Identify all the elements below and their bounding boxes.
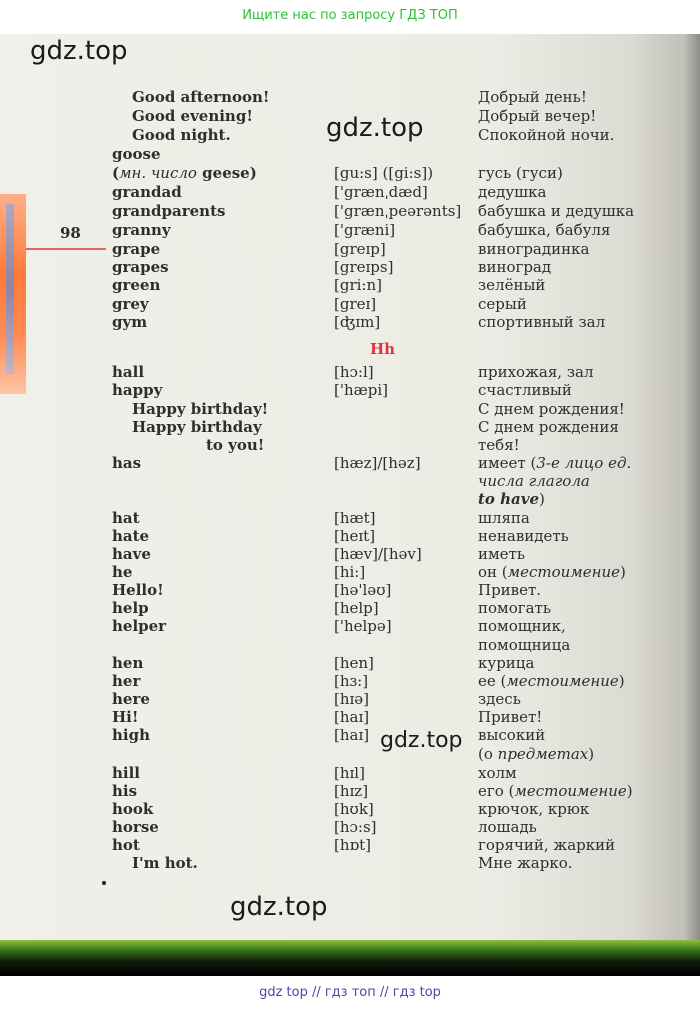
entry-transcription: [hɪə] [334, 690, 370, 708]
entry-word: horse [112, 818, 159, 836]
entry-translation: числа глагола [478, 472, 590, 490]
entry-word: (мн. число geese) [112, 164, 257, 182]
entry-transcription: [hæv]/[həv] [334, 545, 422, 563]
dictionary-entry [0, 854, 700, 872]
dictionary-entry [0, 509, 700, 527]
entry-transcription: [ʤɪm] [334, 313, 381, 331]
entry-word: grandparents [112, 202, 226, 220]
dictionary-entry [0, 258, 700, 276]
entry-transcription: [hi:] [334, 563, 366, 581]
dictionary-entry [0, 436, 700, 454]
entry-translation: тебя! [478, 436, 520, 454]
entry-translation: гусь (гуси) [478, 164, 563, 182]
dictionary-entry [0, 563, 700, 581]
entry-translation: горячий, жаркий [478, 836, 616, 854]
dictionary-entry [0, 145, 700, 163]
entry-transcription: [hɪl] [334, 764, 365, 782]
entry-transcription: [haɪ] [334, 726, 370, 744]
entry-translation: высокий [478, 726, 546, 744]
entry-word: high [112, 726, 150, 744]
entry-word: hat [112, 509, 140, 527]
entry-word: Hello! [112, 581, 164, 599]
entry-translation: Привет. [478, 581, 542, 599]
entry-transcription: [hə'ləʊ] [334, 581, 392, 599]
entry-transcription: ['grænˌdæd] [334, 183, 428, 201]
entry-word: has [112, 454, 142, 472]
dictionary-entry [0, 617, 700, 635]
entry-translation: дедушка [478, 183, 547, 201]
section-letter: Hh [370, 340, 396, 358]
entry-word: grandad [112, 183, 182, 201]
entry-word: helper [112, 617, 167, 635]
entry-word: his [112, 782, 138, 800]
entry-word: Good afternoon! [132, 88, 270, 106]
entry-word: hate [112, 527, 150, 545]
entry-translation: помощница [478, 636, 571, 654]
dictionary-entry [0, 654, 700, 672]
dictionary-entry [0, 126, 700, 144]
dictionary-entry [0, 202, 700, 220]
dictionary-entry [0, 363, 700, 381]
dictionary-entry [0, 472, 700, 490]
entry-translation: бабушка, бабуля [478, 221, 611, 239]
dictionary-entry [0, 183, 700, 201]
entry-translation: холм [478, 764, 517, 782]
entry-word: Good evening! [132, 107, 253, 125]
entry-translation: серый [478, 295, 527, 313]
entry-transcription: ['græni] [334, 221, 396, 239]
dictionary-entry [0, 636, 700, 654]
entry-translation: бабушка и дедушка [478, 202, 635, 220]
entry-translation: зелёный [478, 276, 546, 294]
entry-word: help [112, 599, 149, 617]
entry-transcription: ['hæpi] [334, 381, 388, 399]
entry-transcription: [hɜ:] [334, 672, 369, 690]
entry-transcription: [hæz]/[həz] [334, 454, 421, 472]
dictionary-entry [0, 818, 700, 836]
entry-translation: иметь [478, 545, 526, 563]
dictionary-entry [0, 836, 700, 854]
dictionary-entry [0, 672, 700, 690]
entry-transcription: [gri:n] [334, 276, 382, 294]
entry-word: granny [112, 221, 171, 239]
dictionary-entry [0, 690, 700, 708]
dictionary-entry [0, 527, 700, 545]
entry-translation: счастливый [478, 381, 572, 399]
entry-transcription: [hʊk] [334, 800, 374, 818]
entry-translation: ненавидеть [478, 527, 569, 545]
dictionary-entry [0, 800, 700, 818]
entry-word: Good night. [132, 126, 231, 144]
entry-translation: виноград [478, 258, 552, 276]
entry-word: Hi! [112, 708, 139, 726]
dictionary-entry [0, 107, 700, 125]
entry-translation: его (местоимение) [478, 782, 633, 800]
entry-word: hook [112, 800, 154, 818]
footer-links: gdz top // гдз топ // гдз top [259, 985, 441, 1000]
dictionary-entry [0, 581, 700, 599]
bullet-dot [102, 881, 106, 885]
entry-translation: to have) [478, 490, 545, 508]
entry-translation: ее (местоимение) [478, 672, 625, 690]
dictionary-entry [0, 221, 700, 239]
dictionary-entry [0, 295, 700, 313]
entry-translation: (о предметах) [478, 745, 595, 763]
entry-translation: курица [478, 654, 535, 672]
entry-transcription: [gu:s] ([gi:s]) [334, 164, 434, 182]
dictionary-entry [0, 454, 700, 472]
dictionary-entry [0, 764, 700, 782]
watermark: gdz.top [380, 728, 463, 753]
entry-transcription: [haɪ] [334, 708, 370, 726]
entry-translation: виноградинка [478, 240, 590, 258]
watermark: gdz.top [326, 113, 424, 143]
dictionary-entry [0, 381, 700, 399]
entry-word: he [112, 563, 133, 581]
entry-translation: здесь [478, 690, 521, 708]
dictionary-entry [0, 400, 700, 418]
dictionary-entry [0, 490, 700, 508]
entry-transcription: [hen] [334, 654, 374, 672]
dictionary-entry [0, 276, 700, 294]
entry-transcription: [help] [334, 599, 379, 617]
entry-transcription: ['helpə] [334, 617, 392, 635]
entry-translation: Добрый день! [478, 88, 587, 106]
entry-word: have [112, 545, 151, 563]
entry-word: grape [112, 240, 161, 258]
watermark: gdz.top [230, 892, 328, 922]
entry-word: to you! [206, 436, 265, 454]
entry-word: green [112, 276, 161, 294]
entry-transcription: [hɒt] [334, 836, 371, 854]
entry-translation: имеет (3-е лицо ед. [478, 454, 632, 472]
dictionary-entry [0, 545, 700, 563]
watermark: gdz.top [30, 36, 128, 66]
entry-transcription: [greɪ] [334, 295, 377, 313]
entry-translation: Добрый вечер! [478, 107, 597, 125]
entry-translation: Привет! [478, 708, 543, 726]
entry-translation: помощник, [478, 617, 566, 635]
entry-translation: он (местоимение) [478, 563, 626, 581]
entry-translation: Мне жарко. [478, 854, 573, 872]
entry-word: her [112, 672, 141, 690]
entry-translation: С днем рождения! [478, 400, 625, 418]
entry-transcription: [greɪps] [334, 258, 394, 276]
entry-transcription: ['grænˌpeərənts] [334, 202, 462, 220]
entry-word: grapes [112, 258, 169, 276]
entry-word: grey [112, 295, 149, 313]
entry-translation: шляпа [478, 509, 530, 527]
entry-translation: помогать [478, 599, 551, 617]
entry-translation: Спокойной ночи. [478, 126, 615, 144]
entry-transcription: [hɔ:l] [334, 363, 374, 381]
dictionary-entry [0, 708, 700, 726]
entry-transcription: [hɪz] [334, 782, 369, 800]
dictionary-entry [0, 418, 700, 436]
dictionary-entry [0, 88, 700, 106]
dictionary-entry [0, 313, 700, 331]
entry-translation: крючок, крюк [478, 800, 590, 818]
page-number: 98 [60, 224, 81, 242]
top-banner: Ищите нас по запросу ГДЗ ТОП [242, 8, 458, 23]
dictionary-entry [0, 599, 700, 617]
dictionary-entry [0, 726, 700, 744]
entry-transcription: [heɪt] [334, 527, 376, 545]
entry-word: Happy birthday! [132, 400, 269, 418]
entry-word: goose [112, 145, 161, 163]
dictionary-entry [0, 240, 700, 258]
entry-word: Happy birthday [132, 418, 262, 436]
entry-translation: С днем рождения [478, 418, 619, 436]
entry-word: here [112, 690, 150, 708]
entry-word: hot [112, 836, 140, 854]
entry-transcription: [hæt] [334, 509, 376, 527]
dictionary-entry [0, 745, 700, 763]
entry-word: gym [112, 313, 148, 331]
entry-word: hall [112, 363, 145, 381]
entry-word: hill [112, 764, 141, 782]
entry-translation: лошадь [478, 818, 537, 836]
entry-transcription: [hɔ:s] [334, 818, 377, 836]
dictionary-entry [0, 164, 700, 182]
entry-word: I'm hot. [132, 854, 198, 872]
entry-word: hen [112, 654, 144, 672]
dictionary-entry [0, 782, 700, 800]
entry-translation: спортивный зал [478, 313, 606, 331]
entry-word: happy [112, 381, 163, 399]
entry-translation: прихожая, зал [478, 363, 594, 381]
entry-transcription: [greɪp] [334, 240, 386, 258]
page-bottom-stripe [0, 940, 700, 976]
